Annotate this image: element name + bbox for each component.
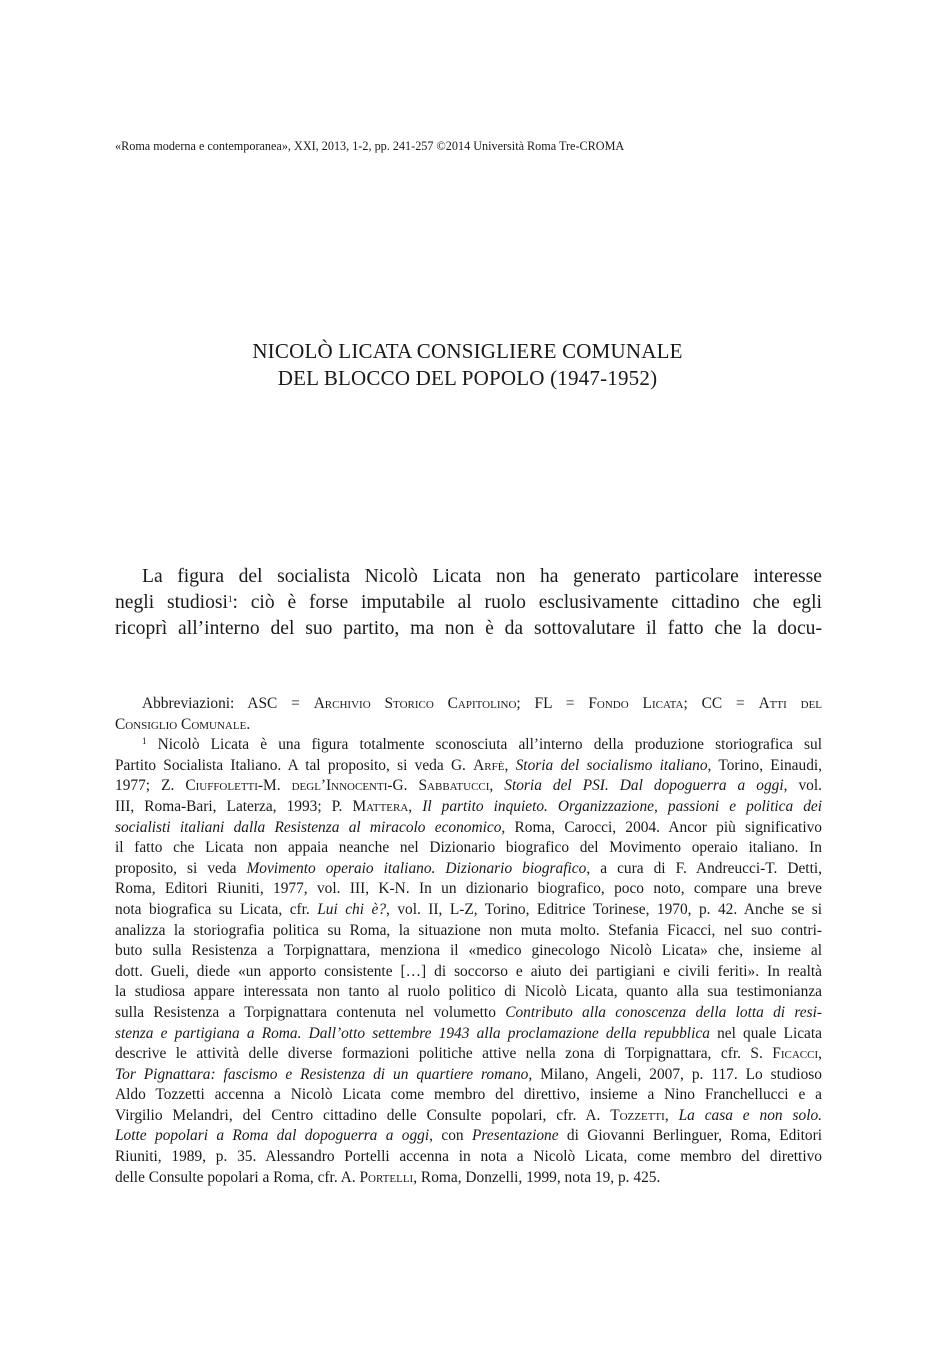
body-paragraph <box>115 564 822 642</box>
running-head: «Roma moderna e contemporanea», XXI, 2013, 1-2, pp. 241-257 ©2014 Università Roma Tre-CROMA <box>115 139 625 153</box>
fn-text: Virgilio Melandri, del Centro cittadino delle Consulte popolari, cfr. A. <box>115 1106 611 1124</box>
body-line-2 <box>115 590 822 616</box>
footnote-1-line-4 <box>115 797 822 818</box>
abbr-text: Abbreviazioni: ASC = <box>142 695 314 712</box>
footnote-1-line-10: analizza la storiografia politica su Roma, la situazione non muta molto. Stefania Ficacci, nel suo contri- <box>115 921 822 939</box>
fn-title: Lotte popolari a Roma dal dopoguerra a oggi <box>115 1127 430 1145</box>
abbr-fl: Fondo Licata <box>588 695 684 712</box>
abbr-text: ; FL = <box>516 695 589 712</box>
footnote-number: 1 <box>142 736 147 747</box>
footnote-1-line-11: buto sulla Resistenza a Torpignattara, menziona il «medico ginecologo Nicolò Licata» che, insieme al <box>115 942 822 960</box>
fn-text: , <box>504 756 516 774</box>
fn-author: Portelli <box>359 1168 414 1186</box>
fn-author: Tozzetti <box>610 1106 665 1124</box>
body-line-2-end: : ciò è forse imputabile al ruolo esclusivamente cittadino che egli <box>232 592 822 613</box>
fn-text: , vol. II, L-Z, Torino, Editrice Torinese, 1970, p. 42. Anche se si <box>386 900 822 918</box>
footnote-1-line-2 <box>115 756 822 777</box>
footnote-ref-1[interactable]: 1 <box>227 594 233 604</box>
body-line-2-start: negli studiosi <box>115 592 228 613</box>
fn-title: Storia del PSI. Dal dopoguerra a oggi <box>504 777 784 795</box>
fn-text: , <box>408 797 423 815</box>
fn-text: , Roma, Donzelli, 1999, nota 19, p. 425. <box>413 1168 661 1186</box>
fn-text: Torino, Einaudi, <box>711 756 823 774</box>
fn-text: delle Consulte popolari a Roma, cfr. A. <box>115 1168 360 1186</box>
fn-text: -G. <box>387 777 419 795</box>
fn-text: , a cura di F. Andreucci-T. Detti, <box>586 859 822 877</box>
footnote-1-line-20 <box>115 1126 822 1147</box>
footnote-1-line-15 <box>115 1024 822 1045</box>
footnote-1-line-13: la studiosa appare interessata non tanto al ruolo politico di Nicolò Licata, quanto alla sua testimonianza <box>115 983 822 1001</box>
fn-title: Movimento operaio italiano. Dizionario biografico <box>246 859 587 877</box>
fn-text: , <box>664 1106 679 1124</box>
abbr-cc-start: Atti del <box>758 695 823 712</box>
title-line-2: DEL BLOCCO DEL POPOLO (1947-1952) <box>277 366 658 390</box>
fn-text: Partito Socialista Italiano. A tal proposito, si veda G. <box>115 756 474 774</box>
footnote-1-line-7 <box>115 859 822 880</box>
abbreviations-line-2 <box>115 715 822 736</box>
fn-title: stenza e partigiana a Roma. Dall’otto settembre 1943 alla proclamazione della repubblica <box>115 1024 710 1042</box>
body-line-1: La figura del socialista Nicolò Licata non ha generato particolare interesse <box>142 566 822 587</box>
fn-text: , <box>489 777 505 795</box>
fn-author: Ciuffoletti <box>185 777 258 795</box>
abbr-asc: Archivio Storico Capitolino <box>313 695 517 712</box>
fn-text: , vol. <box>783 777 822 795</box>
fn-text: Nicolò Licata è una figura totalmente sconosciuta all’interno della produzione storiografica sul <box>146 736 822 754</box>
footnote-1-line-3 <box>115 776 822 797</box>
footnote-1-line-22 <box>115 1168 822 1189</box>
fn-title: La casa e non solo. <box>678 1106 823 1124</box>
footnote-1-line-21: Riuniti, 1989, p. 35. Alessandro Portelli accenna in nota a Nicolò Licata, come membro del direttivo <box>115 1148 822 1166</box>
abbr-text: . <box>246 715 251 733</box>
fn-title: Presentazione <box>471 1127 559 1145</box>
fn-author: Sabbatucci <box>418 777 490 795</box>
fn-text: -M. <box>257 777 292 795</box>
footnote-1-line-9 <box>115 900 822 921</box>
fn-author: Arfè <box>473 756 505 774</box>
footnotes <box>115 694 822 1188</box>
fn-text: descrive le attività delle diverse formazioni politiche attive nella zona di Torpignattara, cfr. S. <box>115 1045 773 1063</box>
fn-text: di Giovanni Berlinguer, Roma, Editori <box>558 1127 822 1145</box>
footnote-1-line-19 <box>115 1106 822 1127</box>
fn-text: Roma, Carocci, 2004. Ancor più significativo <box>505 818 822 836</box>
fn-text: , con <box>429 1127 472 1145</box>
footnote-1-line-12: dott. Gueli, diede «un apporto consistente […] di soccorso e aiuto dei partigiani e civili feriti». In realtà <box>115 962 822 980</box>
fn-title: Tor Pignattara: fascismo e Resistenza di un quartiere romano <box>115 1065 529 1083</box>
title-line-1: NICOLÒ LICATA CONSIGLIERE COMUNALE <box>252 339 683 363</box>
fn-title: Storia del socialismo italiano, <box>515 756 712 774</box>
footnote-1-line-1 <box>115 735 822 756</box>
footnote-1-line-18: Aldo Tozzetti accenna a Nicolò Licata come membro del direttivo, insieme a Nino Franchellucci e a <box>115 1086 822 1104</box>
footnote-1-line-16 <box>115 1044 822 1065</box>
fn-text: nel quale Licata <box>709 1024 822 1042</box>
fn-title: Contributo alla conoscenza della lotta di resi- <box>505 1003 823 1021</box>
fn-title: Lui chi è? <box>317 900 387 918</box>
abbr-text: ; CC = <box>683 695 759 712</box>
fn-author: Ficacci <box>772 1045 819 1063</box>
footnote-1-line-17 <box>115 1065 822 1086</box>
fn-title: socialisti italiani dalla Resistenza al miracolo economico, <box>115 818 506 836</box>
footnote-1-line-14 <box>115 1003 822 1024</box>
fn-title: Il partito inquieto. Organizzazione, passioni e politica dei <box>422 797 822 815</box>
footnote-1-line-5 <box>115 818 822 839</box>
body-line-3: ricoprì all’interno del suo partito, ma non è da sottovalutare il fatto che la docu- <box>115 618 822 639</box>
fn-text: , <box>818 1045 822 1063</box>
fn-text: nota biografica su Licata, cfr. <box>115 900 318 918</box>
abbr-cc-end: Consiglio Comunale <box>115 715 247 733</box>
fn-author: Mattera <box>352 797 409 815</box>
fn-author: degl’Innocenti <box>291 777 388 795</box>
footnote-1-line-8: Roma, Editori Riuniti, 1977, vol. III, K-N. In un dizionario biografico, poco noto, compare una breve <box>115 880 822 898</box>
article-title <box>115 338 820 392</box>
fn-text: sulla Resistenza a Torpignattara contenuta nel volumetto <box>115 1003 506 1021</box>
fn-text: III, Roma-Bari, Laterza, 1993; P. <box>115 797 353 815</box>
abbreviations-line-1 <box>115 694 822 715</box>
footnote-1-line-6: il fatto che Licata non appaia neanche nel Dizionario biografico del Movimento operaio italiano. In <box>115 839 822 857</box>
fn-text: 1977; Z. <box>115 777 186 795</box>
fn-text: , Milano, Angeli, 2007, p. 117. Lo studioso <box>528 1065 822 1083</box>
fn-text: proposito, si veda <box>115 859 247 877</box>
